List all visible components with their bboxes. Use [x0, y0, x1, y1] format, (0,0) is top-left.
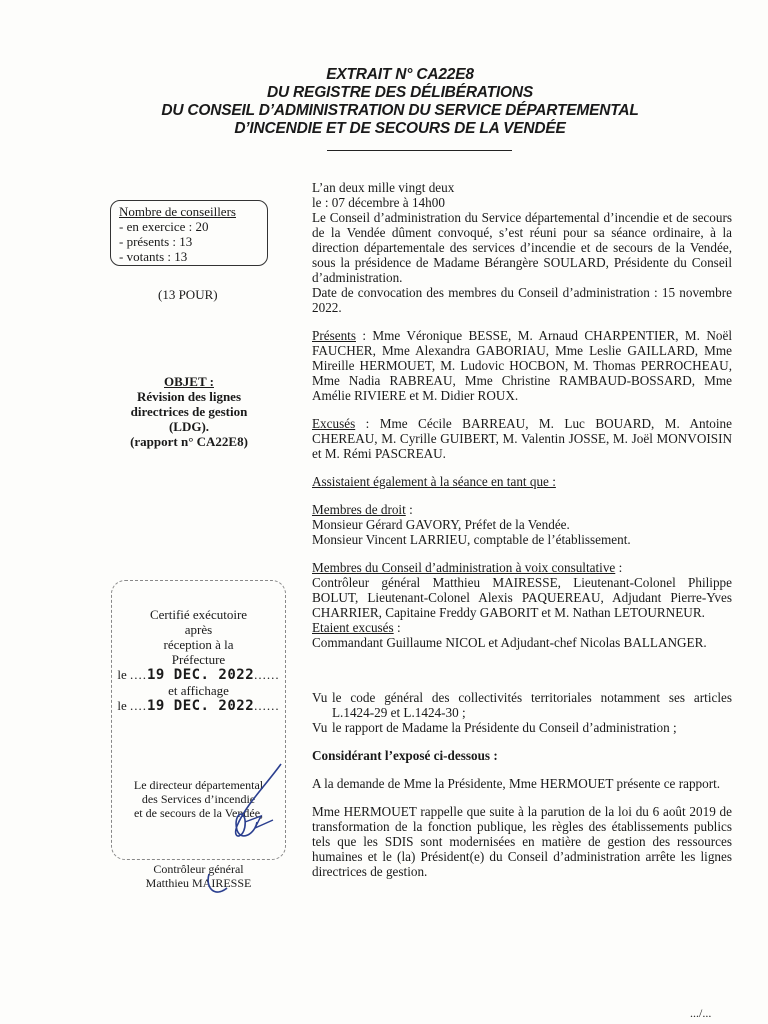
date-stamp-affichage: 19 DEC. 2022	[146, 698, 255, 714]
excuses2-list: Commandant Guillaume NICOL et Adjudant-chef Nicolas BALLANGER.	[312, 635, 707, 650]
counts-exercice: - en exercice : 20	[119, 219, 209, 234]
droit-heading: Membres de droit :	[312, 502, 413, 517]
page-continuation: .../...	[690, 1006, 712, 1020]
director-line: et de secours de la Vendée,	[133, 806, 264, 820]
objet-line: (LDG).	[168, 419, 210, 434]
objet-line: (rapport n° CA22E8)	[130, 434, 248, 449]
vu-clause: Vu le code général des collectivités territoriales notamment ses articles L.1424-29 et L.1424-30 ;	[312, 690, 732, 720]
director-line: des Services d’incendie	[141, 792, 256, 806]
presents-list: : Mme Véronique BESSE, M. Arnaud CHARPENTIER, M. Noël FAUCHER, Mme Alexandra GABORIAU, Mme Leslie GAILLARD, Mme Mireille HERMOUET, M. Ludovic HOCBON, M. Thomas PERROCHEAU, Mme Nadia RABREAU, Mme Christine RAMBAUD-BOSSARD, Mme Amélie RIVIERE et M. Didier ROUX.	[312, 328, 732, 403]
droit-member: Monsieur Gérard GAVORY, Préfet de la Vendée.	[312, 517, 570, 532]
cert-line: après	[184, 622, 213, 637]
council-counts-box	[110, 200, 268, 266]
document-header	[140, 66, 660, 138]
presents-label: Présents	[312, 328, 356, 343]
certification-box	[111, 580, 286, 890]
objet-block	[110, 374, 268, 449]
objet-label: OBJET :	[164, 374, 214, 389]
vote-result: (13 POUR)	[158, 287, 218, 302]
council-title: DU CONSEIL D’ADMINISTRATION DU SERVICE DÉPARTEMENTAL	[161, 102, 639, 119]
header-divider	[327, 150, 512, 151]
signatory	[112, 862, 285, 890]
cert-date-row: le ....19 DEC. 2022......	[117, 667, 280, 683]
intro-text: Le Conseil d’administration du Service départemental d’incendie et de secours de la Vendée dûment convoqué, s’est réuni pour sa séance ordinaire, à la direction départementale des services d’incendie et de secours de la Vendée, sous la présidence de Madame Bérangère SOULARD, Présidente du Conseil d’administration.	[312, 210, 732, 285]
presents-paragraph	[312, 328, 732, 403]
objet-line: Révision des lignes	[136, 389, 241, 404]
excuses2-heading: Etaient excusés :	[312, 620, 401, 635]
counts-title: Nombre de conseillers	[119, 204, 236, 219]
cert-line: Préfecture	[171, 652, 226, 667]
vu-code: le code général des collectivités territoriales notamment ses articles L.1424-29 et L.1424-30 ;	[332, 690, 732, 720]
signatory-name: Matthieu MAIRESSE	[145, 876, 252, 890]
vu-clause: Vu le rapport de Madame la Présidente du Conseil d’administration ;	[312, 720, 732, 735]
date-stamp-reception: 19 DEC. 2022	[146, 667, 255, 683]
objet-line: directrices de gestion	[130, 404, 248, 419]
deliberation-body	[312, 180, 732, 879]
considerant-heading: Considérant l’exposé ci-dessous :	[312, 748, 498, 763]
consult-heading: Membres du Conseil d’administration à voix consultative :	[312, 560, 623, 575]
paragraph-rapport: A la demande de Mme la Présidente, Mme HERMOUET présente ce rapport.	[312, 776, 721, 791]
intro-year: L’an deux mille vingt deux	[312, 180, 455, 195]
extract-number: EXTRAIT N° CA22E8	[326, 66, 474, 83]
excuses-paragraph	[312, 416, 732, 461]
cert-line: et affichage	[168, 683, 229, 698]
paragraph-loi: Mme HERMOUET rappelle que suite à la parution de la loi du 6 août 2019 de transformation de la fonction publique, les règles des établissements publics tels que les SDIS sont modernisées en matière de gestion des ressources humaines et le (la) Président(e) du Conseil d’administration arrête les lignes directrices de gestion.	[312, 804, 732, 879]
assistaient-heading: Assistaient également à la séance en tant que :	[312, 474, 556, 489]
cert-le: le	[117, 667, 127, 682]
excuses-label: Excusés	[312, 416, 356, 431]
director-line: Le directeur départemental	[133, 778, 264, 792]
consult-list: Contrôleur général Matthieu MAIRESSE, Lieutenant-Colonel Philippe BOLUT, Lieutenant-Colonel Alexis PAQUEREAU, Adjudant Pierre-Yves CHARRIER, Capitaine Freddy GABORIT et M. Nathan LETOURNEUR.	[312, 575, 732, 620]
cert-date-row: le ....19 DEC. 2022......	[117, 698, 280, 714]
signatory-rank: Contrôleur général	[153, 862, 244, 876]
director-title	[112, 778, 285, 820]
excuses2-label: Etaient excusés	[312, 620, 394, 635]
counts-presents: - présents : 13	[119, 234, 193, 249]
intro-date: le : 07 décembre à 14h00	[312, 195, 445, 210]
excuses-list: : Mme Cécile BARREAU, M. Luc BOUARD, M. Antoine CHEREAU, M. Cyrille GUIBERT, M. Valentin JOSSE, M. Joël MONVOISIN et M. Rémi PASCREAU.	[312, 416, 732, 461]
service-title: D’INCENDIE ET DE SECOURS DE LA VENDÉE	[234, 120, 566, 137]
cert-le: le	[117, 698, 127, 713]
cert-line: Certifié exécutoire	[149, 607, 248, 622]
convocation-date: Date de convocation des membres du Conseil d’administration : 15 novembre 2022.	[312, 285, 732, 315]
droit-member: Monsieur Vincent LARRIEU, comptable de l’établissement.	[312, 532, 631, 547]
cert-line: réception à la	[163, 637, 234, 652]
droit-label: Membres de droit	[312, 502, 406, 517]
consult-label: Membres du Conseil d’administration à voix consultative	[312, 560, 616, 575]
register-title: DU REGISTRE DES DÉLIBÉRATIONS	[266, 84, 534, 101]
vu-rapport: le rapport de Madame la Présidente du Conseil d’administration ;	[332, 720, 677, 735]
counts-votants: - votants : 13	[119, 249, 188, 264]
